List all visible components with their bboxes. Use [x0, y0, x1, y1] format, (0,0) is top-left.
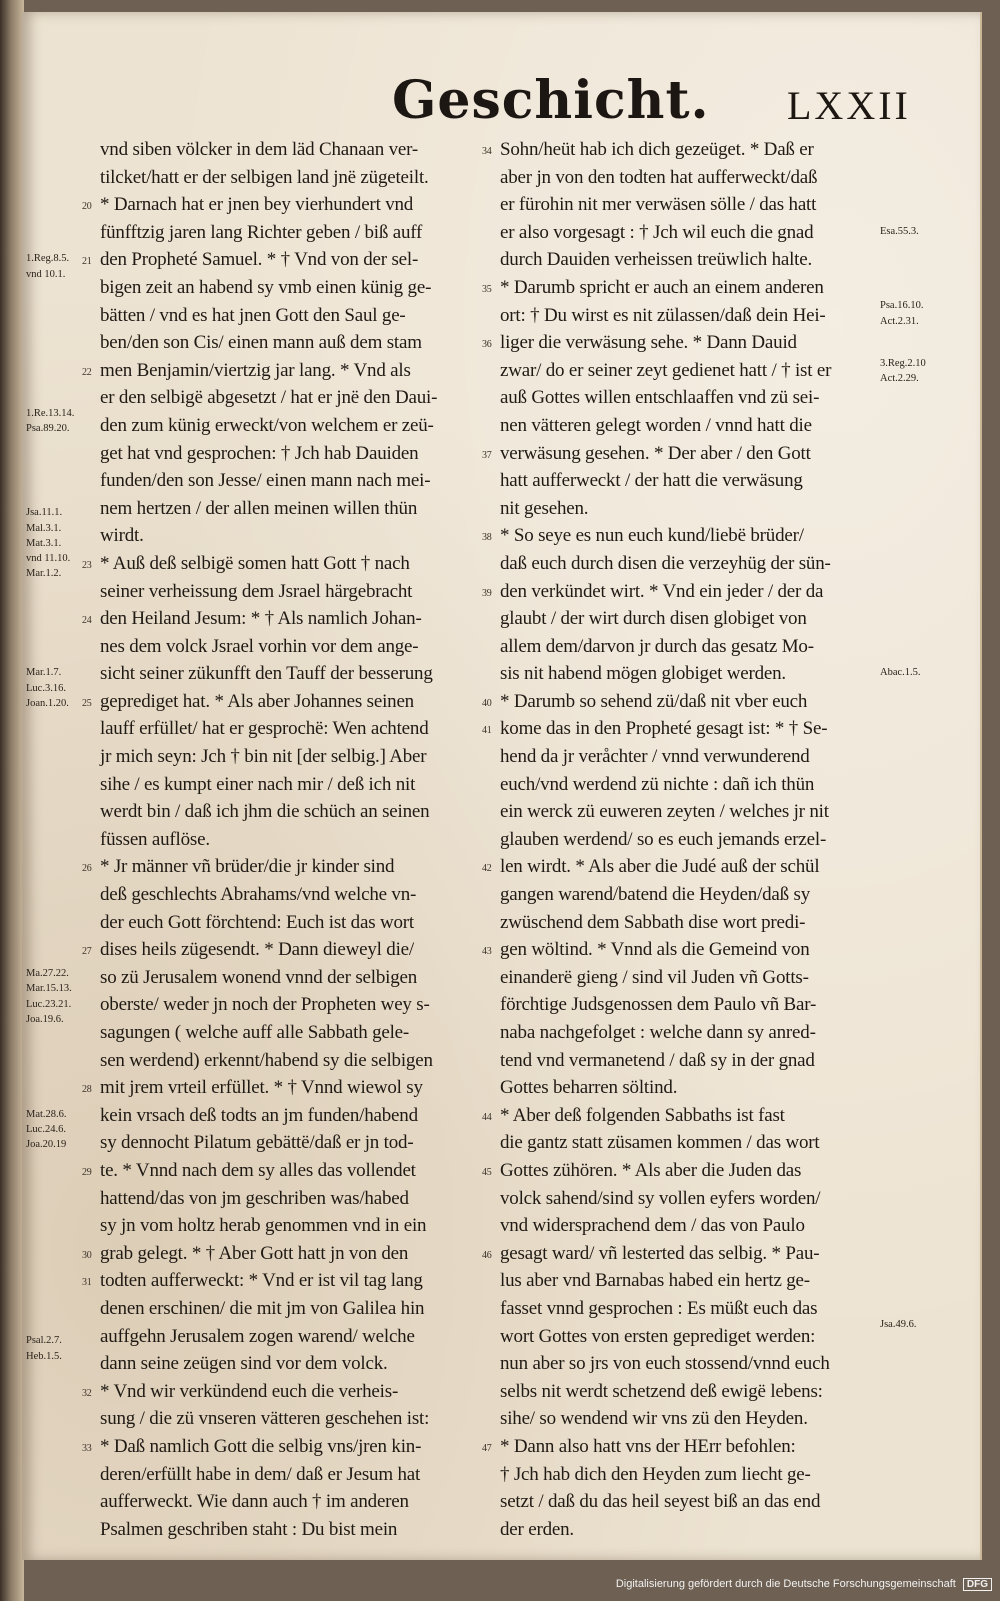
line-text: euch/vnd werdend zü nichte : dañ ich thün [500, 773, 815, 795]
text-line [500, 633, 895, 661]
line-text: ben/den son Cis/ einen mann auß dem stam [100, 332, 422, 354]
text-line [500, 550, 895, 578]
text-line [500, 467, 895, 495]
margin-reference: Mal.3.1. [26, 522, 62, 534]
line-text: sicht seiner zükunfft den Tauff der besserung [100, 663, 433, 685]
text-line [82, 605, 495, 633]
text-line [500, 495, 895, 523]
line-text: * Darumb spricht er auch an einem anderen [500, 276, 824, 298]
line-text: nen vätteren gelegt worden / vnnd hatt die [500, 414, 812, 436]
line-text: * Aber deß folgenden Sabbaths ist fast [500, 1104, 785, 1126]
text-line [100, 164, 495, 192]
line-text: * Jr männer vñ brüder/die jr kinder sind [100, 856, 395, 878]
text-line [100, 219, 495, 247]
line-text: fasset vnnd gesprochen : Es müßt euch das [500, 1297, 818, 1319]
margin-reference: Abac.1.5. [880, 667, 921, 679]
line-text: aufferweckt. Wie dann auch † im anderen [100, 1491, 409, 1513]
line-text: oberste/ weder jn noch der Propheten wey s- [100, 994, 430, 1016]
line-text: glauben werdend/ so es euch jemands erzel- [500, 828, 827, 850]
line-text: tend vnd vermanetend / daß sy in der gnad [500, 1049, 815, 1071]
text-line [500, 1323, 895, 1351]
text-line [500, 1405, 895, 1433]
verse-number: 20 [82, 201, 92, 213]
text-line [500, 1019, 895, 1047]
line-text: tilcket/hatt er der selbigen land jnë zügeteilt. [100, 166, 429, 188]
line-text: den verkündet wirt. * Vnd ein jeder / der da [500, 580, 824, 602]
text-line [82, 1378, 495, 1406]
verse-number: 42 [482, 863, 492, 875]
verse-number: 43 [482, 946, 492, 958]
text-line [500, 219, 895, 247]
text-line [482, 936, 895, 964]
text-line [482, 853, 895, 881]
verse-number: 32 [82, 1387, 92, 1399]
text-line [482, 1157, 895, 1185]
verse-number: 45 [482, 1166, 492, 1178]
text-line [100, 1461, 495, 1489]
text-line [500, 357, 895, 385]
line-text: auffgehn Jerusalem zogen warend/ welche [100, 1325, 415, 1347]
text-line [500, 191, 895, 219]
margin-reference: Act.2.31. [880, 315, 919, 327]
text-line [82, 246, 495, 274]
line-text: vnd siben völcker in dem läd Chanaan ver- [100, 139, 419, 160]
line-text: gen wöltind. * Vnnd als die Gemeind von [500, 939, 810, 961]
text-line [500, 1074, 895, 1102]
line-text: * Darnach hat er jnen bey vierhundert vnd [100, 194, 414, 216]
text-line [100, 522, 495, 550]
verse-number: 36 [482, 339, 492, 351]
text-line [500, 1488, 895, 1516]
text-line [482, 522, 895, 550]
line-text: Gottes zühören. * Als aber die Juden das [500, 1159, 802, 1181]
text-line [82, 191, 495, 219]
line-text: dises heils zügesendt. * Dann dieweyl die/ [100, 939, 414, 961]
text-line [100, 991, 495, 1019]
verse-number: 29 [82, 1166, 92, 1178]
line-text: zwar/ do er seiner zeyt gedienet hatt / † ist er [500, 359, 832, 381]
line-text: ort: † Du wirst es nit zülassen/daß dein Hei- [500, 304, 826, 326]
text-line [100, 495, 495, 523]
text-line [100, 633, 495, 661]
text-line [82, 1240, 495, 1268]
margin-reference: Psal.2.7. [26, 1335, 62, 1347]
line-text: die gantz statt züsamen kommen / das wort [500, 1132, 820, 1154]
text-line [100, 798, 495, 826]
line-text: hattend/das von jm geschriben was/habed [100, 1187, 409, 1209]
text-line [100, 1488, 495, 1516]
text-line [100, 1295, 495, 1323]
line-text: auß Gottes willen entschlaaffen vnd zü sei- [500, 387, 820, 409]
margin-reference: Ma.27.22. [26, 968, 69, 980]
text-line [100, 826, 495, 854]
verse-number: 47 [482, 1442, 492, 1454]
text-line [100, 1323, 495, 1351]
text-line [500, 1295, 895, 1323]
line-text: * Daß namlich Gott die selbig vns/jren kin- [100, 1435, 422, 1457]
text-line [82, 1157, 495, 1185]
line-text: * So seye es nun euch kund/liebë brüder/ [500, 525, 804, 547]
line-text: deren/erfüllt habe in dem/ daß er Jesum hat [100, 1463, 421, 1485]
text-line [500, 991, 895, 1019]
text-line [500, 412, 895, 440]
text-line [500, 743, 895, 771]
line-text: gangen warend/batend die Heyden/daß sy [500, 884, 811, 906]
verse-number: 28 [82, 1084, 92, 1096]
line-text: geprediget hat. * Als aber Johannes seinen [100, 690, 414, 712]
verse-number: 34 [482, 146, 492, 157]
verse-number: 23 [82, 559, 92, 571]
left-text-column [82, 136, 495, 1543]
line-text: wirdt. [100, 525, 144, 547]
line-text: nun aber so jrs von euch stossend/vnnd euch [500, 1353, 830, 1375]
margin-reference: Esa.55.3. [880, 225, 919, 237]
line-text: allem dem/darvon jr durch das gesatz Mo- [500, 635, 814, 657]
text-line [100, 1019, 495, 1047]
text-line [100, 1405, 495, 1433]
text-line [100, 1350, 495, 1378]
margin-reference: Mar.1.2. [26, 568, 62, 580]
margin-reference: Mar.1.7. [26, 667, 62, 679]
line-text: sagungen ( welche auff alle Sabbath gele- [100, 1022, 410, 1043]
book-page [22, 12, 982, 1560]
verse-number: 27 [82, 946, 92, 958]
line-text: len wirdt. * Als aber die Judé auß der schül [500, 856, 820, 878]
text-line [482, 1240, 895, 1268]
line-text: glaubt / der wirt durch disen globiget von [500, 608, 807, 630]
line-text: Sohn/heüt hab ich dich gezeüget. * Daß er [500, 139, 814, 160]
line-text: sihe/ so wendend wir vns zü den Heyden. [500, 1408, 808, 1430]
verse-number: 31 [82, 1277, 92, 1289]
line-text: daß euch durch disen die verzeyhüg der sün- [500, 552, 831, 574]
line-text: einanderë gieng / sind vil Juden vñ Gotts- [500, 966, 809, 988]
line-text: men Benjamin/viertzig jar lang. * Vnd als [100, 359, 411, 381]
line-text: jr mich seyn: Jch † bin nit [der selbig.] Aber [100, 746, 427, 768]
line-text: den zum künig erweckt/von welchem er zeü- [100, 414, 434, 436]
line-text: er also vorgesagt : † Jch wil euch die gnad [500, 221, 814, 243]
line-text: denen erschinen/ die mit jm von Galilea hin [100, 1297, 425, 1319]
text-line [100, 1047, 495, 1075]
text-line [100, 715, 495, 743]
text-line [500, 1378, 895, 1406]
line-text: gesagt ward/ vñ lesterted das selbig. * Pau- [500, 1242, 820, 1264]
verse-number: 21 [82, 256, 92, 268]
line-text: er fürohin nit mer verwäsen sölle / das hatt [500, 194, 817, 216]
verse-number: 26 [82, 863, 92, 875]
text-line [100, 1212, 495, 1240]
line-text: deß geschlechts Abrahams/vnd welche vn- [100, 884, 417, 906]
margin-reference: Luc.3.16. [26, 682, 66, 694]
line-text: hatt aufferweckt / der hatt die verwäsung [500, 470, 803, 492]
margin-reference: vnd 11.10. [26, 552, 71, 564]
text-line [100, 881, 495, 909]
line-text: wort Gottes von ersten geprediget werden: [500, 1325, 816, 1347]
text-line [500, 826, 895, 854]
text-line [482, 274, 895, 302]
line-text: volck sahend/sind sy vollen eyfers worden/ [500, 1187, 821, 1209]
text-line [100, 384, 495, 412]
line-text: * Auß deß selbigë somen hatt Gott † nach [100, 552, 410, 574]
line-text: lauff erfüllet/ hat er gesprochë: Wen achtend [100, 718, 429, 740]
text-line [100, 1185, 495, 1213]
text-line [500, 798, 895, 826]
text-line [500, 605, 895, 633]
line-text: * Darumb so sehend zü/daß nit vber euch [500, 690, 808, 712]
line-text: zwüschend dem Sabbath dise wort predi- [500, 911, 806, 933]
verse-number: 46 [482, 1249, 492, 1261]
text-line [500, 164, 895, 192]
text-line [482, 1433, 895, 1461]
text-line [100, 412, 495, 440]
margin-reference: Joa.20.19 [26, 1139, 67, 1151]
footer-text: Digitalisierung gefördert durch die Deutsche Forschungsgemeinschaft [615, 1578, 956, 1590]
text-line [500, 1516, 895, 1544]
line-text: werdt bin / daß ich jhm die schüch an seinen [100, 801, 430, 823]
verse-number: 24 [82, 615, 92, 627]
text-line [500, 909, 895, 937]
text-line [100, 274, 495, 302]
line-text: sihe / es kumpt einer nach mir / deß ich nit [100, 773, 416, 795]
line-text: sy jn vom holtz herab genommen vnd in ein [100, 1215, 427, 1237]
text-line [500, 881, 895, 909]
line-text: sen werdend) erkennt/habend sy die selbigen [100, 1049, 433, 1071]
text-line [82, 550, 495, 578]
text-line [482, 578, 895, 606]
verse-number: 33 [82, 1442, 92, 1454]
text-line [82, 1074, 495, 1102]
text-line [100, 440, 495, 468]
line-text: mit jrem vrteil erfüllet. * † Vnnd wiewol sy [100, 1077, 423, 1099]
line-text: lus aber vnd Barnabas habed ein hertz ge- [500, 1270, 810, 1292]
line-text: liger die verwäsung sehe. * Dann Dauid [500, 332, 797, 354]
verse-number: 25 [82, 697, 92, 709]
verse-number: 39 [482, 587, 492, 599]
line-text: te. * Vnnd nach dem sy alles das vollendet [100, 1159, 416, 1181]
text-line [100, 743, 495, 771]
line-text: füssen auflöse. [100, 828, 210, 850]
text-line [100, 909, 495, 937]
text-line [100, 467, 495, 495]
verse-number: 41 [482, 725, 492, 737]
line-text: get hat vnd gesprochen: † Jch hab Dauiden [100, 442, 419, 464]
line-text: bigen zeit an habend sy vmb einen künig ge- [100, 276, 432, 298]
line-text: sis nit habend mögen globiget werden. [500, 663, 786, 685]
line-text: setzt / daß du das heil seyest biß an das end [500, 1491, 821, 1513]
line-text: förchtige Judsgenossen dem Paulo vñ Bar- [500, 994, 817, 1016]
line-text: sung / die zü vnseren vätteren geschehen ist: [100, 1408, 430, 1430]
line-text: dann seine zeügen sind vor dem volck. [100, 1353, 388, 1375]
text-line [482, 136, 895, 164]
margin-reference: 1.Re.13.14. [26, 407, 75, 419]
text-line [82, 1267, 495, 1295]
margin-reference: Act.2.29. [880, 373, 919, 385]
text-line [82, 1433, 495, 1461]
text-line [100, 302, 495, 330]
line-text: nes dem volck Jsrael vorhin vor dem ange- [100, 635, 419, 657]
text-line [482, 688, 895, 716]
line-text: sy dennocht Pilatum gebättë/daß er jn tod- [100, 1132, 414, 1154]
text-line [482, 440, 895, 468]
line-text: nem hertzen / der allen meinen willen thün [100, 497, 418, 519]
text-line [500, 1267, 895, 1295]
line-text: aber jn von den todten hat aufferweckt/daß [500, 166, 818, 188]
margin-reference: 3.Reg.2.10 [880, 358, 926, 370]
text-line [482, 1102, 895, 1130]
text-line [100, 578, 495, 606]
text-line [82, 357, 495, 385]
margin-reference: 1.Reg.8.5. [26, 253, 70, 265]
text-line [500, 1185, 895, 1213]
line-text: verwäsung gesehen. * Der aber / den Gott [500, 442, 811, 464]
text-line [482, 715, 895, 743]
line-text: selbs nit werdt schetzend deß ewigë lebens: [500, 1380, 823, 1402]
line-text: der euch Gott förchtend: Euch ist das wort [100, 911, 414, 933]
line-text: * Vnd wir verkündend euch die verheis- [100, 1380, 399, 1402]
line-text: kein vrsach deß todts an jm funden/habend [100, 1104, 418, 1126]
text-line [500, 246, 895, 274]
line-text: funden/den son Jesse/ einen mann nach mei- [100, 470, 431, 492]
line-text: † Jch hab dich den Heyden zum liecht ge- [500, 1463, 811, 1485]
margin-reference: Heb.1.5. [26, 1350, 62, 1362]
margin-reference: Jsa.11.1. [26, 507, 63, 519]
text-line [500, 1047, 895, 1075]
text-line [500, 302, 895, 330]
margin-reference: Psa.89.20. [26, 423, 70, 435]
text-line [500, 964, 895, 992]
line-text: nit gesehen. [500, 497, 589, 519]
line-text: vnd widersprachend dem / das von Paulo [500, 1215, 805, 1237]
margin-reference: Mat.28.6. [26, 1109, 67, 1120]
line-text: den Propheté Samuel. * † Vnd von der sel- [100, 249, 419, 271]
digitization-footer [616, 1578, 992, 1591]
margin-reference: Joan.1.20. [26, 697, 69, 709]
right-text-column [482, 136, 895, 1543]
line-text: bätten / vnd es hat jnen Gott den Saul ge- [100, 304, 406, 326]
text-line [82, 936, 495, 964]
text-line [82, 688, 495, 716]
running-title: Geschicht. [392, 70, 710, 131]
line-text: durch Dauiden verheissen treüwlich halte. [500, 249, 813, 271]
line-text: den Heiland Jesum: * † Als namlich Johan- [100, 608, 422, 630]
margin-reference: Jsa.49.6. [880, 1318, 917, 1330]
line-text: grab gelegt. * † Aber Gott hatt jn von den [100, 1242, 409, 1264]
margin-reference: Mat.3.1. [26, 537, 62, 549]
verse-number: 44 [482, 1111, 492, 1123]
dfg-logo: DFG [963, 1578, 992, 1591]
line-text: er den selbigë abgesetzt / hat er jnë den Daui- [100, 387, 438, 409]
line-text: kome das in den Propheté gesagt ist: * † Se- [500, 718, 828, 740]
verse-number: 40 [482, 697, 492, 709]
line-text: hend da jr veråchter / vnnd verwunderend [500, 746, 810, 768]
text-line [500, 384, 895, 412]
text-line [100, 1129, 495, 1157]
text-line [482, 329, 895, 357]
text-line [500, 1350, 895, 1378]
margin-reference: vnd 10.1. [26, 268, 66, 280]
book-spine [0, 0, 24, 1601]
text-line [100, 771, 495, 799]
verse-number: 35 [482, 283, 492, 295]
verse-number: 30 [82, 1249, 92, 1261]
text-line [500, 1212, 895, 1240]
text-line [100, 660, 495, 688]
margin-reference: Luc.24.6. [26, 1124, 66, 1136]
line-text: so zü Jerusalem wonend vnnd der selbigen [100, 966, 418, 988]
line-text: todten aufferweckt: * Vnd er ist vil tag lang [100, 1270, 423, 1292]
text-line [100, 964, 495, 992]
text-line [100, 329, 495, 357]
margin-reference: Luc.23.21. [26, 998, 72, 1010]
text-line [100, 136, 495, 164]
line-text: der erden. [500, 1518, 574, 1540]
verse-number: 22 [82, 366, 92, 378]
text-line [100, 1102, 495, 1130]
verse-number: 38 [482, 532, 492, 544]
line-text: * Dann also hatt vns der HErr befohlen: [500, 1435, 796, 1457]
text-line [500, 1461, 895, 1489]
line-text: naba nachgefolget : welche dann sy anred- [500, 1022, 816, 1043]
folio-number: LXXII [787, 83, 911, 128]
line-text: ein werck zü euweren zeyten / welches jr nit [500, 801, 829, 823]
line-text: seiner verheissung dem Jsrael härgebracht [100, 580, 413, 602]
line-text: fünfftzig jaren lang Richter geben / biß auff [100, 221, 423, 243]
margin-reference: Mar.15.13. [26, 983, 72, 995]
margin-reference: Psa.16.10. [880, 300, 924, 312]
line-text: Gottes beharren söltind. [500, 1077, 678, 1099]
text-line [82, 853, 495, 881]
margin-reference: Joa.19.6. [26, 1013, 64, 1025]
text-line [500, 771, 895, 799]
text-line [100, 1516, 495, 1544]
text-line [500, 660, 895, 688]
text-line [500, 1129, 895, 1157]
verse-number: 37 [482, 449, 492, 461]
line-text: Psalmen geschriben staht : Du bist mein [100, 1518, 398, 1540]
